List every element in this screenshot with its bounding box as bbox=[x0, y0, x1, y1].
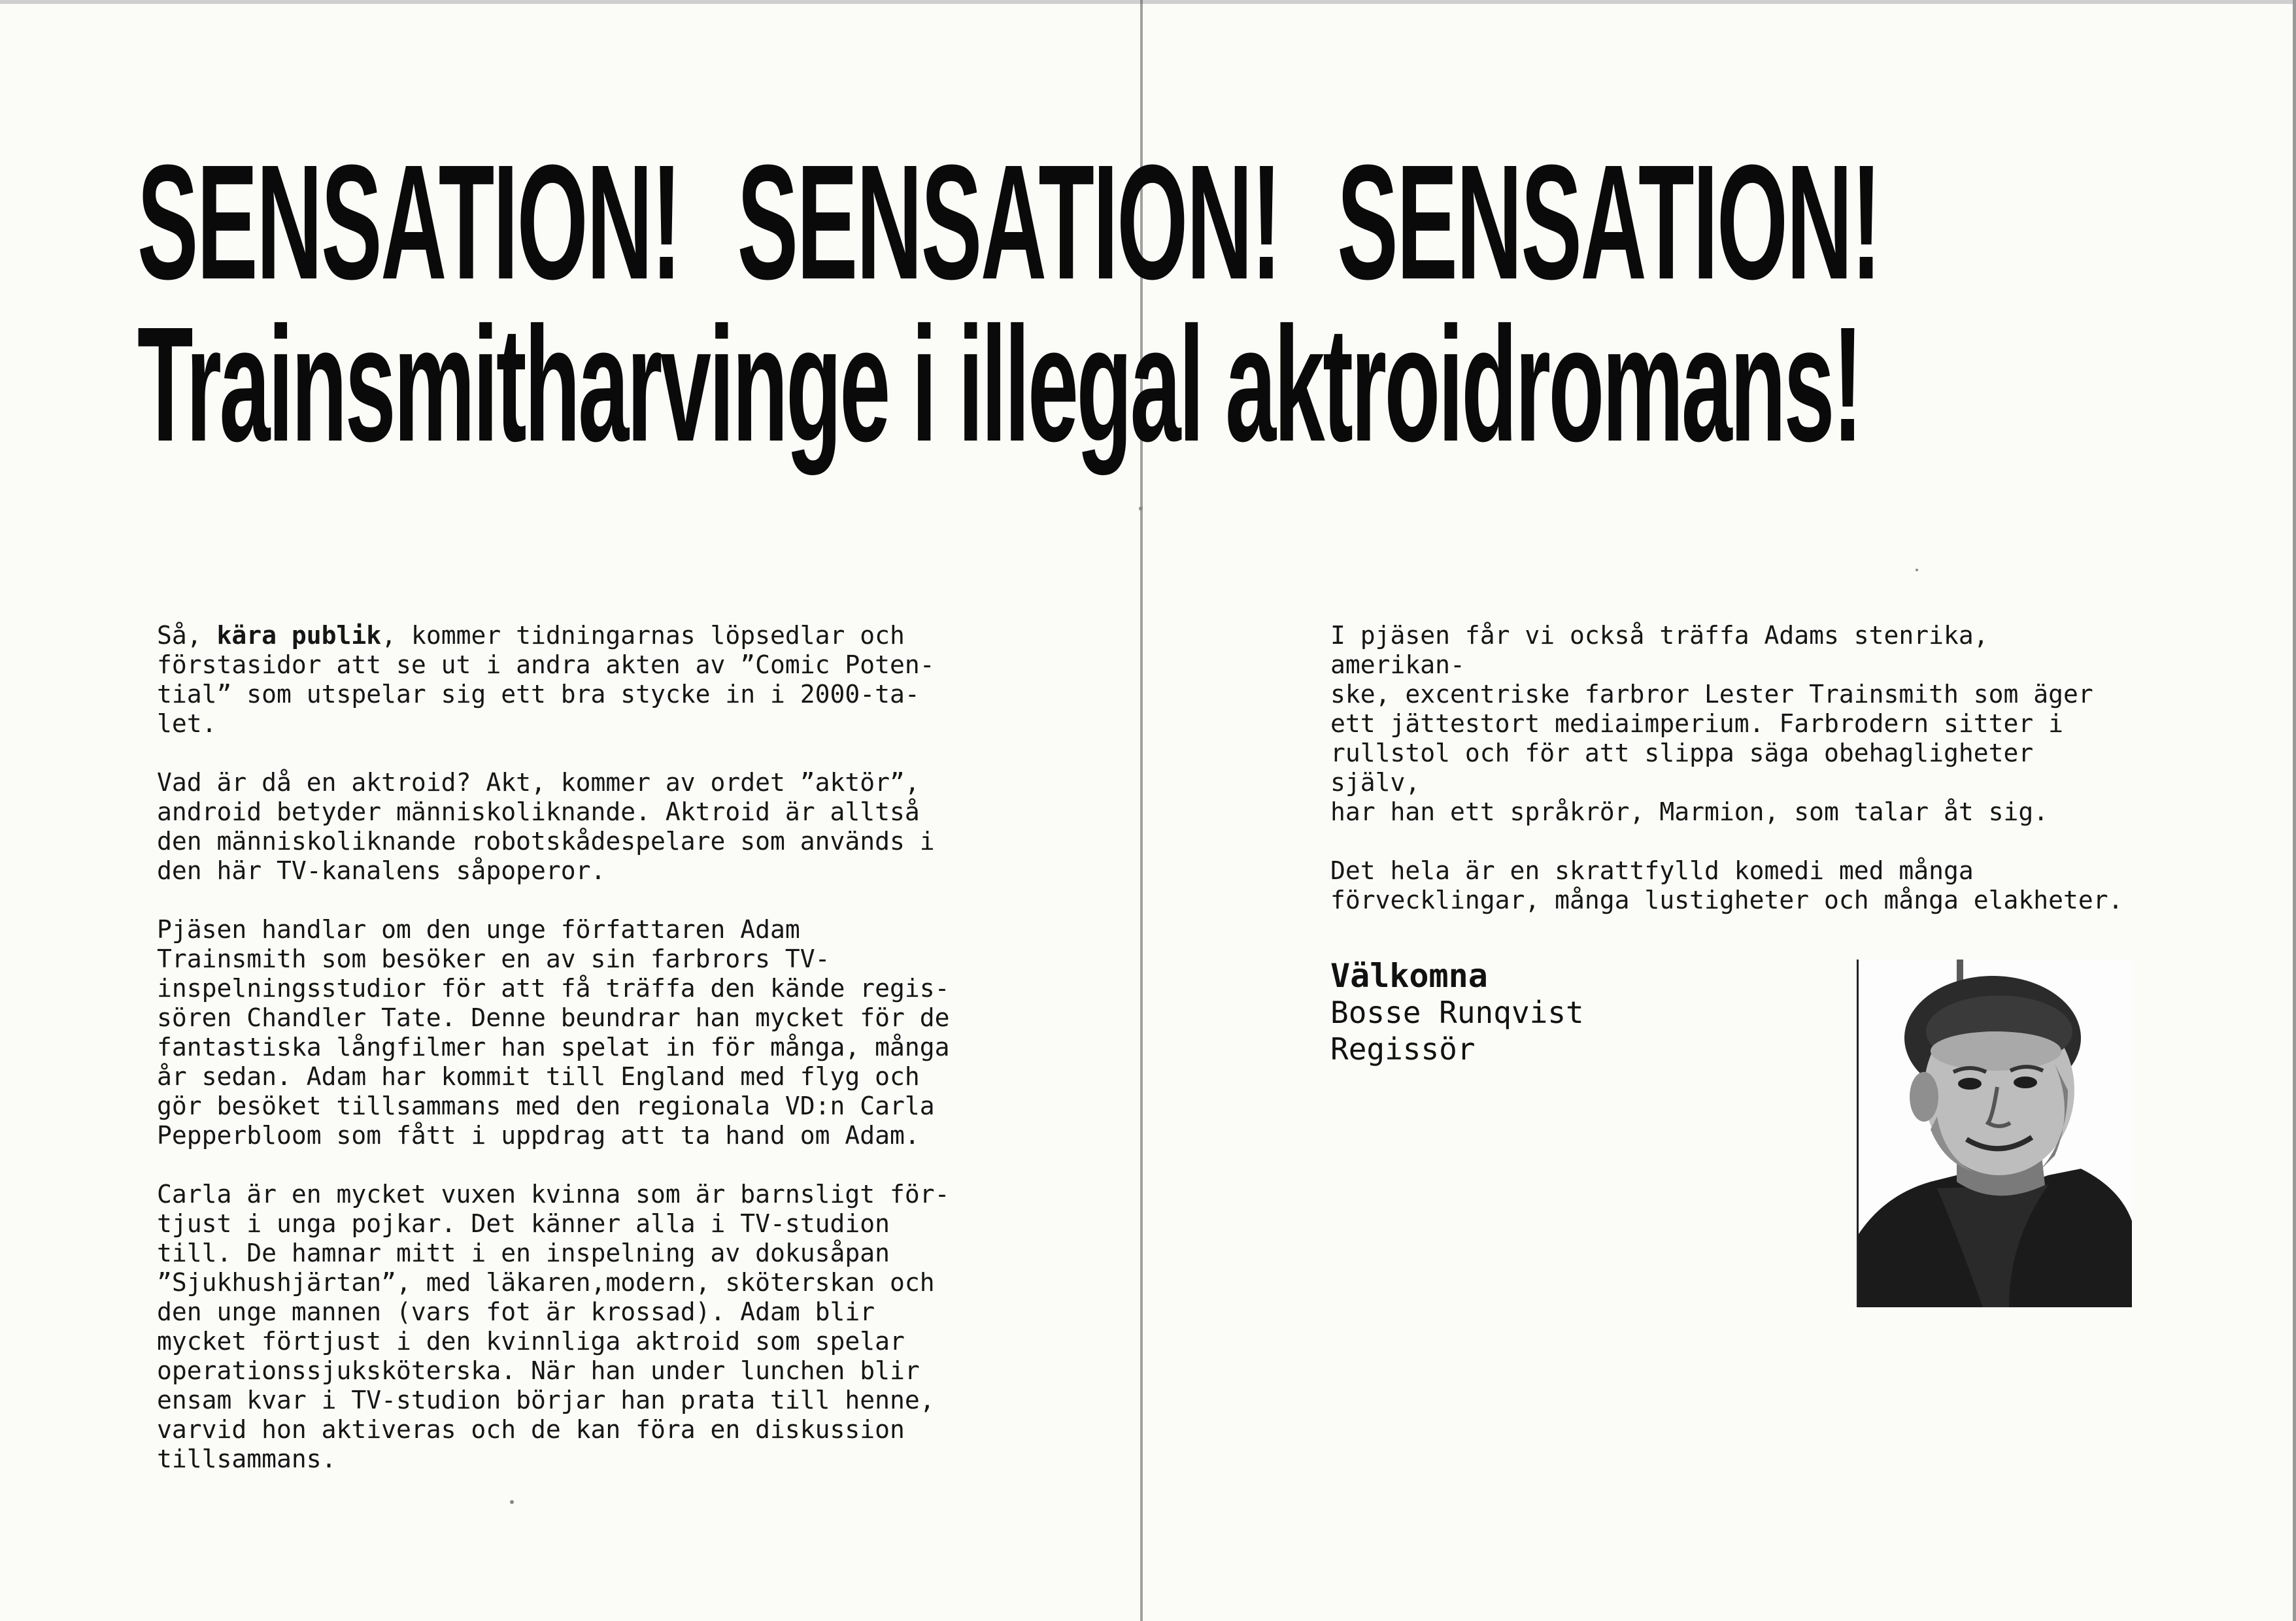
paragraph-comedy: Det hela är en skrattfylld komedi med många förvecklingar, många lustigheter och många elakheter. bbox=[1330, 856, 2123, 914]
signature-greeting: Välkomna bbox=[1330, 957, 1488, 995]
portrait-photo-icon bbox=[1859, 960, 2132, 1307]
paragraph-carla: Carla är en mycket vuxen kvinna som är barnsligt för- tjust i unga pojkar. Det känner alla i TV-studion till. De hamnar mitt i en inspelning av dokusåpan ”Sjukhushjärtan”, med läkaren,modern, sköterskan och den unge mannen (vars fot är krossad). Adam blir mycket förtjust i den kvinnliga aktroid som spelar operationssjuksköterska. När han under lunchen blir ensam kvar i TV-studion börjar han prata till henne, varvid hon aktiveras och de kan föra en diskussion tillsammans. bbox=[157, 1180, 950, 1473]
signature-block bbox=[1330, 958, 1584, 1067]
page-top-edge bbox=[0, 0, 2296, 4]
signature-name: Bosse Runqvist bbox=[1330, 995, 1584, 1030]
intro-start: Så, bbox=[157, 621, 217, 650]
paragraph-aktroid: Vad är då en aktroid? Akt, kommer av ordet ”aktör”, android betyder människoliknande. Aktroid är alltså den människoliknande robotskådespelare som används i den här TV-kanalens såpoperor. bbox=[157, 768, 935, 885]
page-right-edge bbox=[2293, 0, 2296, 1621]
signature-role: Regissör bbox=[1330, 1031, 1476, 1067]
paragraph-uncle: I pjäsen får vi också träffa Adams stenrika, amerikan- ske, excentriske farbror Lester Trainsmith som äger ett jättestort mediaimperium. Farbrodern sitter i rullstol och för att slippa säga obehagligheter själv, har han ett språkrör, Marmion, som talar åt sig. bbox=[1330, 621, 2093, 826]
print-speck bbox=[1139, 507, 1143, 510]
intro-bold: kära publik bbox=[216, 621, 382, 650]
print-speck bbox=[1916, 569, 1918, 571]
director-portrait-photo bbox=[1857, 960, 2132, 1307]
headline bbox=[137, 131, 1880, 475]
paragraph-intro bbox=[157, 621, 968, 739]
intro-rest: , kommer tidningarnas löpsedlar och förstasidor att se ut i andra akten av ”Comic Poten- tial” som utspelar sig ett bra stycke in i 2000-ta- let. bbox=[157, 621, 935, 738]
headline-line-2: Trainsmitharvinge i illegal aktroidromans! bbox=[137, 293, 1861, 475]
right-column-text bbox=[1330, 621, 2135, 944]
headline-line-1: SENSATION! SENSATION! SENSATION! bbox=[137, 131, 1880, 313]
left-column-text bbox=[157, 621, 968, 1503]
paragraph-plot: Pjäsen handlar om den unge författaren Adam Trainsmith som besöker en av sin farbrors TV- inspelningsstudior för att få träffa den kände regis- sören Chandler Tate. Denne beundrar han mycket för de fantastiska långfilmer han spelat in för många, många år sedan. Adam har kommit till England med flyg och gör besöket tillsammans med den regionala VD:n Carla Pepperbloom som fått i uppdrag att ta hand om Adam. bbox=[157, 915, 950, 1150]
print-speck bbox=[510, 1500, 514, 1504]
